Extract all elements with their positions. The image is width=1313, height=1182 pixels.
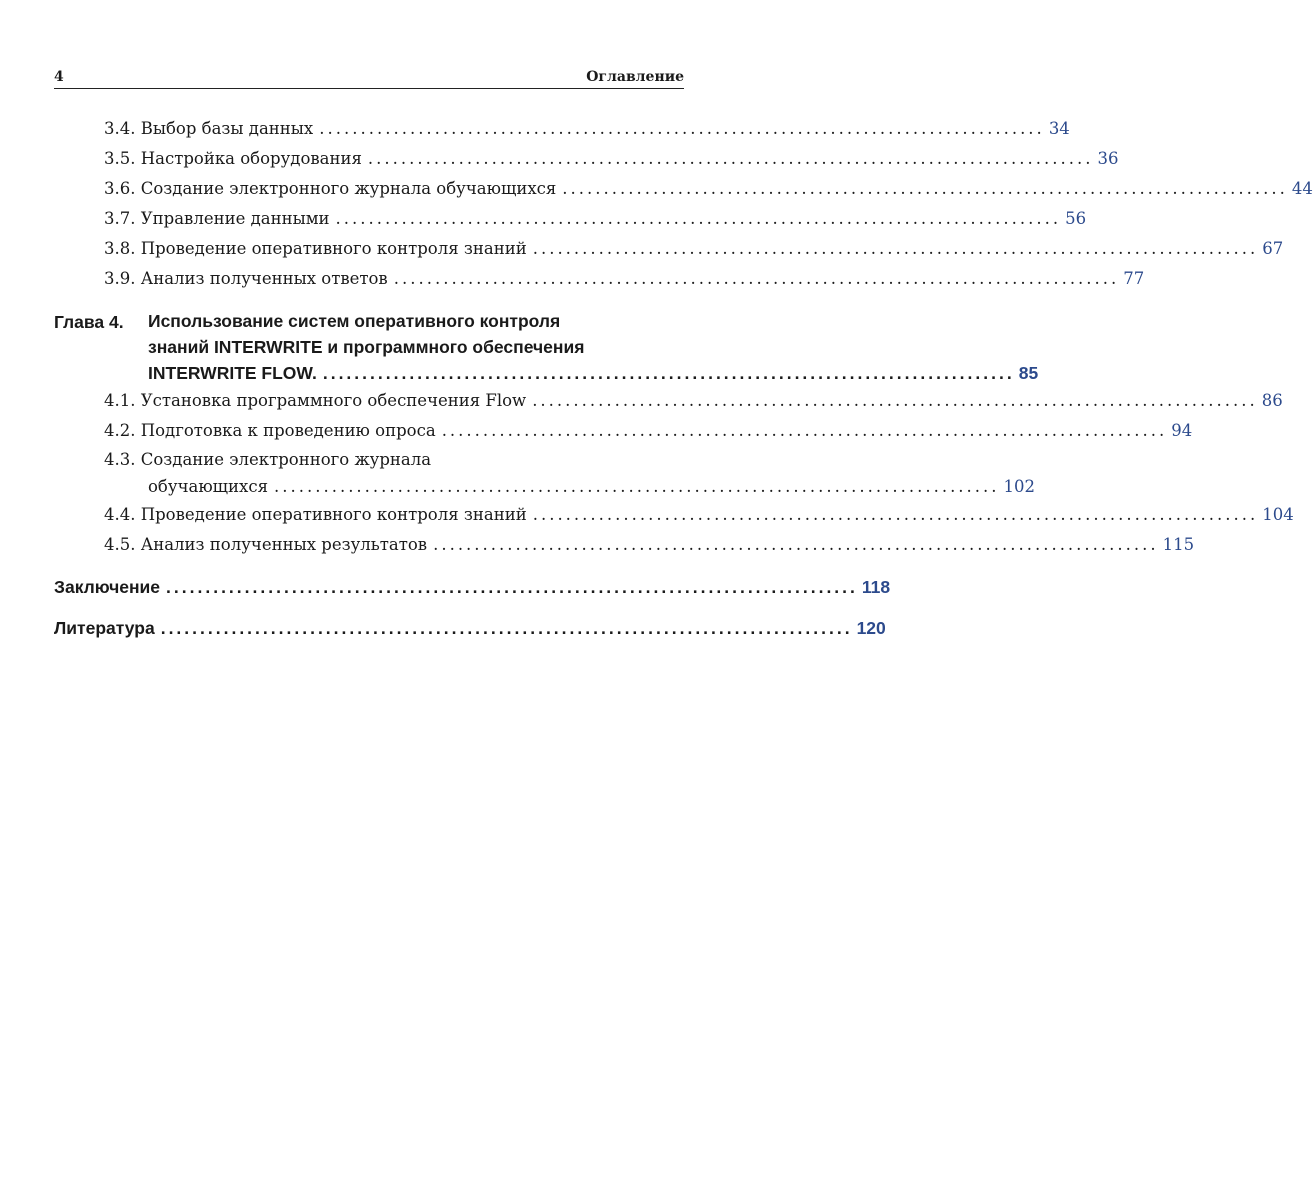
conclusion-page: 118 (861, 577, 891, 597)
toc-entry-3-9[interactable] (54, 264, 1145, 294)
running-head-title: Оглавление (586, 69, 684, 85)
toc-literature[interactable] (54, 613, 886, 643)
dot-leader: ........................................................................................ (532, 391, 1258, 410)
chapter-title-end: INTERWRITE FLOW. (148, 363, 317, 383)
running-head (54, 66, 684, 89)
toc-entry-3-6[interactable] (54, 174, 1313, 204)
toc-entry-page: 77 (1123, 269, 1145, 288)
toc-entry-3-7[interactable] (54, 204, 1087, 234)
dot-leader: ........................................................................................ (322, 363, 1015, 383)
dot-leader: ........................................................................................ (532, 505, 1259, 524)
toc-entry-title: 3.4. Выбор базы данных (104, 119, 314, 138)
toc-entry-page: 102 (1003, 477, 1036, 496)
dot-leader: ........................................................................................ (273, 477, 1000, 496)
conclusion-title: Заключение (54, 577, 161, 597)
chapter-page: 85 (1018, 363, 1039, 383)
toc-entry-4-4[interactable] (54, 500, 1294, 530)
dot-leader: ........................................................................................ (393, 269, 1120, 288)
dot-leader: ........................................................................................ (433, 535, 1159, 554)
toc-entry-3-4[interactable] (54, 114, 1070, 144)
toc-entry-3-8[interactable] (54, 234, 1284, 264)
dot-leader: ........................................................................................ (160, 618, 853, 638)
toc-entry-title: 3.8. Проведение оперативного контроля знаний (104, 239, 527, 258)
toc-entry-page: 67 (1262, 239, 1284, 258)
dot-leader: ........................................................................................ (166, 577, 858, 597)
toc-group-chapter-3 (54, 114, 1313, 294)
toc-entry-4-5[interactable] (54, 530, 1195, 560)
toc-entry-4-3[interactable] (54, 446, 1036, 500)
dot-leader: ........................................................................................ (562, 179, 1288, 198)
chapter-title-line-3 (148, 360, 1038, 386)
toc-entry-3-5[interactable] (54, 144, 1119, 174)
toc-entry-title: 3.5. Настройка оборудования (104, 149, 362, 168)
literature-page: 120 (856, 618, 886, 638)
toc-entry-title: 4.4. Проведение оперативного контроля знаний (104, 505, 527, 524)
toc-entry-4-2[interactable] (54, 416, 1193, 446)
toc-entry-page: 36 (1097, 149, 1119, 168)
toc-conclusion[interactable] (54, 572, 891, 602)
dot-leader: ........................................................................................ (335, 209, 1062, 228)
toc-chapter-4[interactable] (54, 308, 1039, 386)
toc-entry-page: 44 (1291, 179, 1313, 198)
literature-title: Литература (54, 618, 155, 638)
dot-leader: ........................................................................................ (367, 149, 1094, 168)
toc-entry-page: 115 (1162, 535, 1195, 554)
toc-group-chapter-4 (54, 386, 1294, 560)
dot-leader: ........................................................................................ (532, 239, 1259, 258)
toc-entry-title: 4.5. Анализ полученных результатов (104, 535, 428, 554)
page-number: 4 (54, 69, 64, 85)
toc-entry-page: 56 (1065, 209, 1087, 228)
toc-entry-title: 4.1. Установка программного обеспечения Flow (104, 391, 527, 410)
toc-entry-title: 4.2. Подготовка к проведению опроса (104, 421, 436, 440)
chapter-title-block (148, 308, 1038, 386)
toc-entry-page: 86 (1261, 391, 1283, 410)
toc-entry-title: 3.6. Создание электронного журнала обучающихся (104, 179, 557, 198)
toc-entry-page: 34 (1048, 119, 1070, 138)
dot-leader: ........................................................................................ (319, 119, 1045, 138)
toc-entry-page: 94 (1171, 421, 1193, 440)
toc-entry-title-end: обучающихся (148, 477, 268, 496)
dot-leader: ........................................................................................ (441, 421, 1168, 440)
chapter-label: Глава 4. (54, 312, 124, 332)
toc-entry-title: 3.9. Анализ полученных ответов (104, 269, 388, 288)
toc-entry-continuation (104, 474, 1036, 500)
chapter-title-line-2: знаний INTERWRITE и программного обеспечения (148, 337, 585, 357)
toc-entry-title: 4.3. Создание электронного журнала (104, 450, 432, 469)
table-of-contents (54, 114, 1313, 643)
chapter-title-line-1: Использование систем оперативного контроля (148, 311, 561, 331)
toc-entry-page: 104 (1262, 505, 1294, 524)
toc-entry-4-1[interactable] (54, 386, 1283, 416)
toc-entry-title: 3.7. Управление данными (104, 209, 330, 228)
